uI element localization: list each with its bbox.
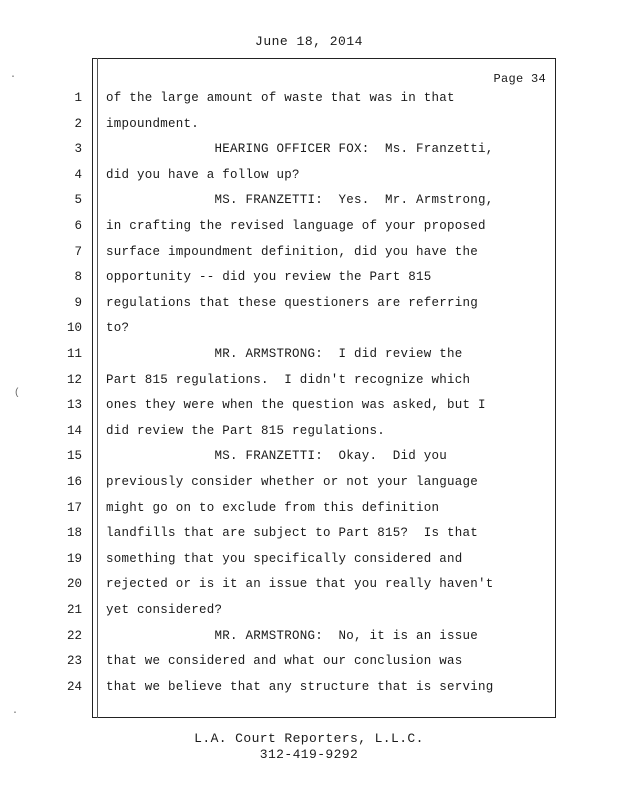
line-number: 8: [74, 270, 82, 285]
line-text: of the large amount of waste that was in that: [106, 91, 455, 105]
line-number: 24: [66, 679, 82, 694]
transcript-line: [0, 449, 618, 475]
line-text: opportunity -- did you review the Part 815: [106, 270, 432, 285]
line-number: 3: [74, 142, 82, 157]
line-number: 23: [66, 654, 82, 669]
transcript-line: [0, 321, 618, 347]
line-text: landfills that are subject to Part 815? Is that: [106, 526, 479, 541]
transcript-line: [0, 603, 618, 629]
line-text: did you have a follow up?: [106, 167, 300, 182]
transcript-line: [0, 475, 618, 501]
line-text: that we considered and what our conclusion was: [106, 654, 463, 669]
line-text: impoundment.: [106, 116, 200, 131]
transcript-line: [0, 193, 618, 219]
line-text: MS. FRANZETTI: Okay. Did you: [106, 449, 448, 464]
transcript-line: [0, 680, 618, 706]
header-date: June 18, 2014: [255, 34, 363, 49]
line-text: ones they were when the question was asked, but I: [106, 398, 486, 413]
footer-phone: 312-419-9292: [259, 747, 359, 762]
line-text: yet considered?: [106, 603, 223, 617]
line-number: 21: [66, 603, 82, 617]
line-text: HEARING OFFICER FOX: Ms. Franzetti,: [106, 142, 494, 157]
line-number: 5: [74, 193, 82, 208]
transcript-line: [0, 424, 618, 450]
transcript-line: [0, 526, 618, 552]
line-number: 12: [66, 372, 82, 387]
line-number: 19: [66, 551, 82, 566]
line-text: MR. ARMSTRONG: I did review the: [106, 347, 463, 361]
line-number: 17: [66, 500, 82, 515]
transcript-line: [0, 219, 618, 245]
line-text: previously consider whether or not your language: [106, 475, 479, 489]
line-text: did review the Part 815 regulations.: [106, 423, 386, 438]
transcript-line: [0, 654, 618, 680]
line-number: 18: [66, 526, 82, 541]
line-text: to?: [106, 321, 130, 336]
line-text: rejected or is it an issue that you really haven't: [106, 577, 494, 592]
line-text: that we believe that any structure that is serving: [106, 679, 494, 694]
line-number: 13: [66, 398, 82, 413]
transcript-line: [0, 347, 618, 373]
line-number: 11: [66, 347, 82, 361]
line-text: something that you specifically considered and: [106, 551, 463, 566]
line-text: MR. ARMSTRONG: No, it is an issue: [106, 628, 479, 643]
line-text: might go on to exclude from this definition: [106, 500, 440, 515]
line-number: 2: [74, 116, 82, 131]
transcript-line: [0, 373, 618, 399]
transcript-line: [0, 296, 618, 322]
transcript-line: [0, 117, 618, 143]
transcript-line: [0, 168, 618, 194]
line-number: 20: [66, 577, 82, 592]
transcript-line: [0, 552, 618, 578]
line-number: 9: [74, 295, 82, 310]
transcript-line: [0, 577, 618, 603]
footer-company: L.A. Court Reporters, L.L.C.: [194, 731, 424, 746]
line-text: MS. FRANZETTI: Yes. Mr. Armstrong,: [106, 193, 494, 208]
line-number: 16: [66, 475, 82, 489]
line-number: 7: [74, 244, 82, 259]
transcript-line: [0, 501, 618, 527]
line-number: 15: [66, 449, 82, 464]
transcript-line: [0, 245, 618, 271]
line-number: 4: [74, 167, 82, 182]
line-number: 6: [74, 219, 82, 233]
scan-speck: (: [14, 388, 21, 399]
line-text: regulations that these questioners are referring: [106, 295, 479, 310]
line-number: 22: [66, 628, 82, 643]
line-number: 1: [74, 91, 82, 105]
scan-speck: ·: [10, 72, 17, 83]
line-text: Part 815 regulations. I didn't recognize which: [106, 372, 471, 387]
transcript-line: [0, 91, 618, 117]
transcript-line: [0, 398, 618, 424]
line-text: surface impoundment definition, did you have the: [106, 244, 479, 259]
page-number: Page 34: [493, 72, 546, 86]
transcript-line: [0, 142, 618, 168]
line-text: in crafting the revised language of your proposed: [106, 219, 486, 233]
transcript-line: [0, 270, 618, 296]
transcript-line: [0, 629, 618, 655]
line-number: 14: [66, 423, 82, 438]
line-number: 10: [66, 321, 82, 336]
scan-speck: ·: [12, 708, 19, 719]
